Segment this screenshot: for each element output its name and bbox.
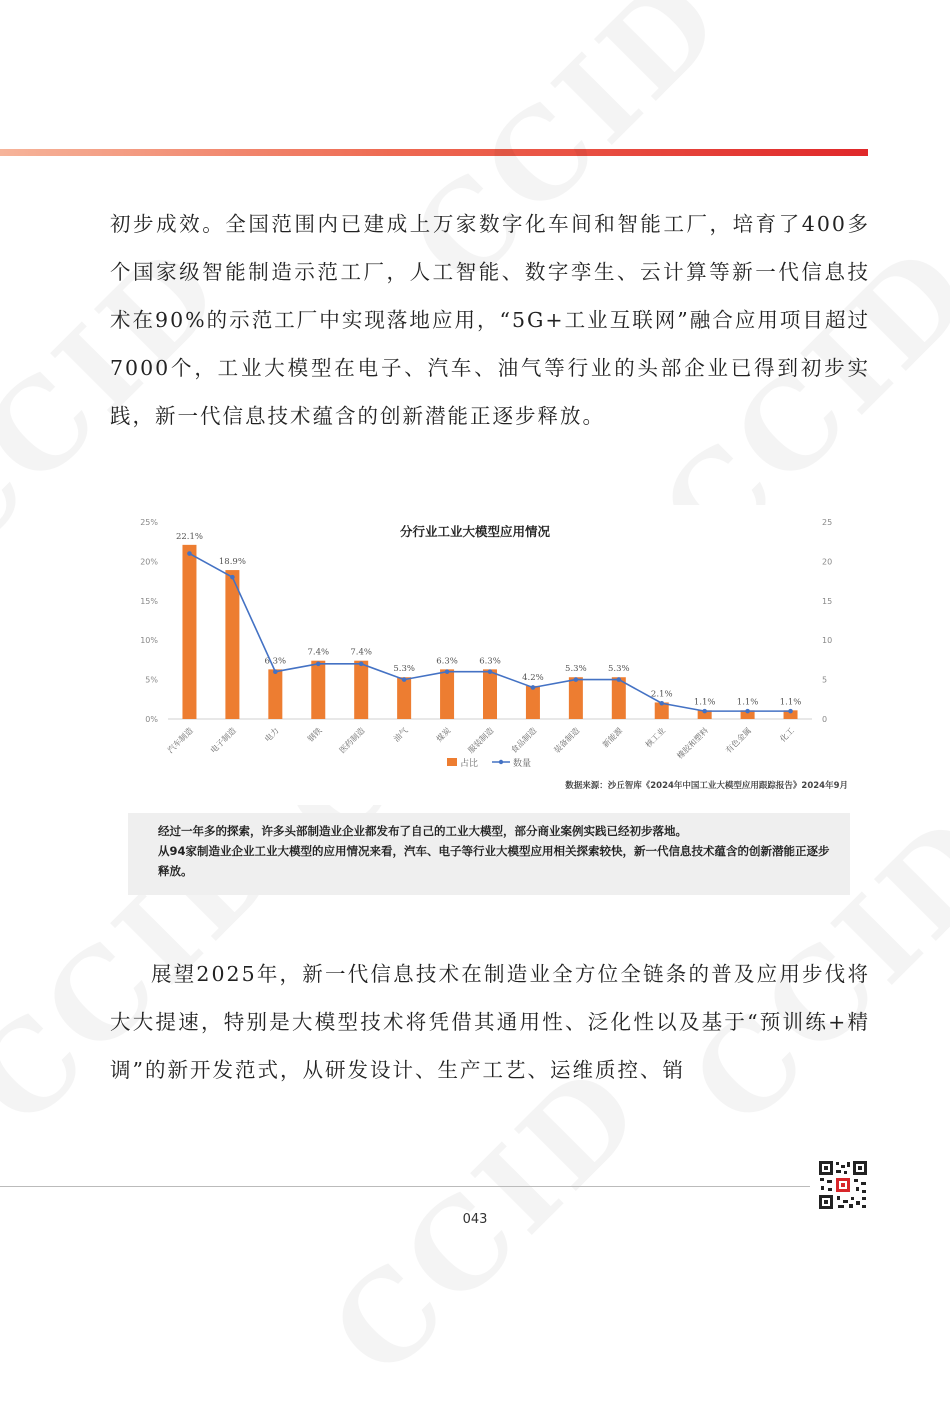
chart-caption-box: [128, 813, 850, 895]
bar: [354, 661, 368, 719]
bar-data-label: 4.2%: [522, 672, 544, 683]
caption-line-1: 经过一年多的探索，许多头部制造业企业都发布了自己的工业大模型，部分商业案例实践已经初步落地。: [158, 824, 687, 838]
bar: [182, 545, 196, 719]
legend-label-bar: 占比: [460, 759, 479, 769]
y-right-tick-label: 5: [822, 675, 828, 685]
x-tick-label: 服装制造: [466, 726, 496, 756]
line-point: [187, 551, 192, 556]
line-point: [617, 677, 622, 682]
bar: [268, 669, 282, 719]
bar: [612, 677, 626, 719]
chart-title: 分行业工业大模型应用情况: [399, 524, 551, 539]
x-tick-label: 电力: [263, 726, 281, 744]
line-point: [659, 701, 664, 706]
y-right-tick-label: 15: [822, 596, 833, 606]
right-y-axis: [822, 518, 832, 724]
bar: [225, 570, 239, 719]
bar-data-label: 5.3%: [565, 664, 587, 675]
y-right-tick-label: 25: [822, 518, 833, 527]
x-tick-label: 核工业: [643, 726, 668, 750]
y-left-tick-label: 5%: [145, 675, 158, 685]
bar: [569, 677, 583, 719]
bar: [526, 686, 540, 719]
x-tick-label: 钢铁: [306, 726, 324, 744]
x-tick-label: 油气: [391, 726, 410, 744]
x-axis-tick-labels: [165, 725, 796, 761]
qr-code-icon: [818, 1160, 868, 1210]
y-right-tick-label: 20: [822, 557, 833, 567]
y-right-tick-label: 0: [822, 715, 828, 724]
legend-swatch-marker: [499, 760, 503, 764]
bar-data-label: 7.4%: [307, 647, 330, 658]
y-left-tick-label: 25%: [140, 518, 158, 527]
footer-rule: [0, 1186, 810, 1187]
bar-data-label: 2.1%: [650, 689, 673, 700]
line-point: [531, 685, 536, 690]
y-left-tick-label: 15%: [140, 596, 158, 606]
line-point: [273, 669, 278, 674]
left-y-axis: [140, 518, 158, 724]
x-tick-label: 食品制造: [509, 726, 539, 756]
x-tick-label: 橡胶和塑料: [675, 726, 711, 761]
chart-canvas: [120, 505, 850, 805]
bar-data-label: 5.3%: [393, 664, 415, 675]
bar-data-label: 1.1%: [693, 697, 716, 708]
bar-data-label: 6.3%: [479, 656, 501, 667]
source-note: 数据来源：沙丘智库《2024年中国工业大模型应用跟踪报告》2024年9月: [565, 781, 848, 791]
line-point: [488, 669, 493, 674]
page-number: 043: [462, 1212, 488, 1227]
bar: [483, 669, 497, 719]
x-tick-label: 化工: [778, 726, 796, 744]
bar-series: [182, 545, 797, 719]
body-paragraph-1: 初步成效。全国范围内已建成上万家数字化车间和智能工厂，培育了400多个国家级智能制造示范工厂，人工智能、数字孪生、云计算等新一代信息技术在90%的示范工厂中实现落地应用，“5G+工业互联网”融合应用项目超过7000个，工业大模型在电子、汽车、油气等行业的头部企业已得到初步实践，新一代信息技术蕴含的创新潜能正逐步释放。: [110, 212, 870, 428]
x-tick-label: 汽车制造: [165, 726, 195, 756]
bar-data-label: 7.4%: [350, 647, 373, 658]
x-tick-label: 装备制造: [552, 726, 582, 756]
x-tick-label: 电子制造: [208, 726, 238, 756]
bar-data-label: 6.3%: [264, 656, 287, 667]
x-tick-label: 新能源: [600, 726, 625, 750]
bar-data-label: 1.1%: [779, 697, 802, 708]
body-paragraph-2: 展望2025年，新一代信息技术在制造业全方位全链条的普及应用步伐将大大提速，特别是大模型技术将凭借其通用性、泛化性以及基于“预训练+精调”的新开发范式，从研发设计、生产工艺、运维质控、销: [110, 962, 870, 1082]
y-left-tick-label: 10%: [140, 636, 158, 646]
bar-data-label: 6.3%: [436, 656, 458, 667]
y-left-tick-label: 20%: [140, 557, 158, 567]
x-tick-label: 煤炭: [434, 726, 453, 744]
line-point: [445, 669, 450, 674]
bar-data-label: 22.1%: [175, 531, 203, 542]
line-point: [702, 709, 707, 714]
bar-data-label: 1.1%: [736, 697, 759, 708]
bar: [311, 661, 325, 719]
line-point: [359, 662, 364, 667]
caption-line-2: 从94家制造业企业工业大模型的应用情况来看，汽车、电子等行业大模型应用相关探索较快，新一代信息技术蕴含的创新潜能正逐步释放。: [158, 844, 830, 878]
x-tick-label: 医药制造: [337, 726, 367, 756]
bar: [397, 677, 411, 719]
legend-swatch-bar: [447, 758, 457, 766]
legend: [447, 757, 531, 769]
bar-data-label: 5.3%: [607, 664, 630, 675]
bar: [440, 669, 454, 719]
line-point: [574, 677, 579, 682]
industry-chart: [120, 505, 850, 805]
x-tick-label: 有色金属: [724, 726, 754, 756]
line-point: [788, 709, 793, 714]
header-accent-rule: [0, 149, 868, 156]
line-point: [745, 709, 750, 714]
line-point: [230, 575, 235, 580]
y-left-tick-label: 0%: [145, 715, 158, 724]
legend-label-line: 数量: [513, 759, 532, 769]
y-right-tick-label: 10: [822, 636, 833, 646]
line-point: [402, 677, 407, 682]
bar-data-label: 18.9%: [218, 557, 246, 568]
line-point: [316, 662, 321, 667]
